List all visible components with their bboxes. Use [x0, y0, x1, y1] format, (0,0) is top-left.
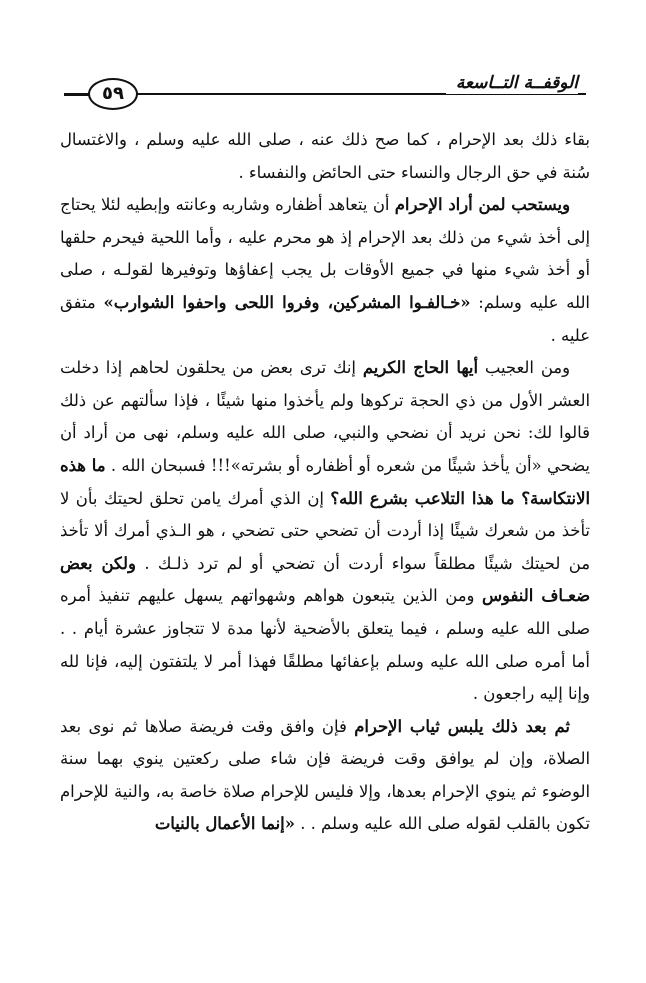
text-run-bold: ويستحب لمن أراد الإحرام — [394, 195, 570, 215]
text-run-bold: ولكن بعض ضعـاف النفوس — [60, 553, 590, 606]
text-run: ومن الذين يتبعون هواهم وشهواتهم يسهل عليهم تنفيذ أمره صلى الله عليه وسلم ، فيما يتعلق بالأضحية لأنها مدة لا تتجاوز عشرة أيام . . أما أمره صلى الله عليه وسلم بإعفائها مطلقًا فهذا أمر لا يلتفتون إليه، فإنا لله وإنا إليه راجعون . — [60, 586, 590, 704]
text-run-bold: ما هذه الانتكاسة؟ ما هذا التلاعب بشرع الله؟ — [60, 455, 590, 508]
header-rule-left — [64, 93, 90, 96]
text-run: إنك ترى بعض من يحلقون لحاهم إذا دخلت العشر الأول من ذي الحجة تركوها ولم يأخذوا منها شيئًا ، فإذا سألتهم عن ذلك قالوا لك: نحن نريد أن نضحي والنبي، صلى الله عليه وسلم، نهى من أراد أن يضحي «أن يأخذ شيئًا من شعره أو أظفاره أو بشرته»!!! فسبحان الله . — [60, 358, 590, 475]
text-run: إن الذي أمرك يامن تحلق لحيتك بأن لا تأخذ من شعرك شيئًا إذا أردت أن تضحي حتى تضحي ، هو الـذي أمرك ألا تأخذ من لحيتك شيئًا مطلقاً سواء أردت أن تضحي أو لم ترد ذلـك . — [60, 488, 590, 573]
text-run-bold: ثم بعد ذلك يلبس ثياب الإحرام — [354, 716, 570, 736]
page-number-badge: ٥٩ — [88, 78, 138, 110]
page-header — [64, 74, 586, 110]
text-run: متفق عليه . — [60, 292, 590, 345]
hadith-quote: «إنما الأعمال بالنيات — [154, 814, 295, 834]
text-run: أن يتعاهد أظفاره وشاربه وعانته وإبطيه لئلا يحتاج إلى أخذ شيء من ذلك بعد الإحرام إذ هو محرم عليه ، وأما اللحية فيحرم حلقها أو أخذ شيء منها في جميع الأوقات بل يجب إعفاؤها وتوفيرها لقولـه ، صلى الله عليه وسلم: — [60, 195, 590, 312]
paragraph — [60, 189, 590, 352]
paragraph — [60, 352, 590, 711]
paragraph — [60, 124, 590, 189]
hadith-quote: «خـالفـوا المشركين، وفروا اللحى واحفوا الشوارب» — [103, 292, 471, 312]
body-text — [60, 124, 590, 841]
text-run-bold: أيها الحاج الكريم — [362, 358, 479, 378]
paragraph — [60, 711, 590, 841]
running-title: الوقفــة التــاسعة — [446, 72, 578, 94]
text-run: ومن العجيب — [478, 358, 570, 378]
text-run: بقاء ذلك بعد الإحرام ، كما صح ذلك عنه ، صلى الله عليه وسلم ، والاغتسال سُنة في حق الرجال والنساء حتى الحائض والنفساء . — [60, 130, 590, 182]
text-run: فإن وافق وقت فريضة صلاها ثم نوى بعد الصلاة، وإن لم يوافق وقت فريضة فإن شاء صلى ركعتين ينوي بهما سنة الوضوء ثم ينوي الإحرام بعدها، وإلا فليس للإحرام صلاة خاصة به، والنية للإحرام تكون بالقلب لقوله صلى الله عليه وسلم . . — [60, 716, 590, 834]
